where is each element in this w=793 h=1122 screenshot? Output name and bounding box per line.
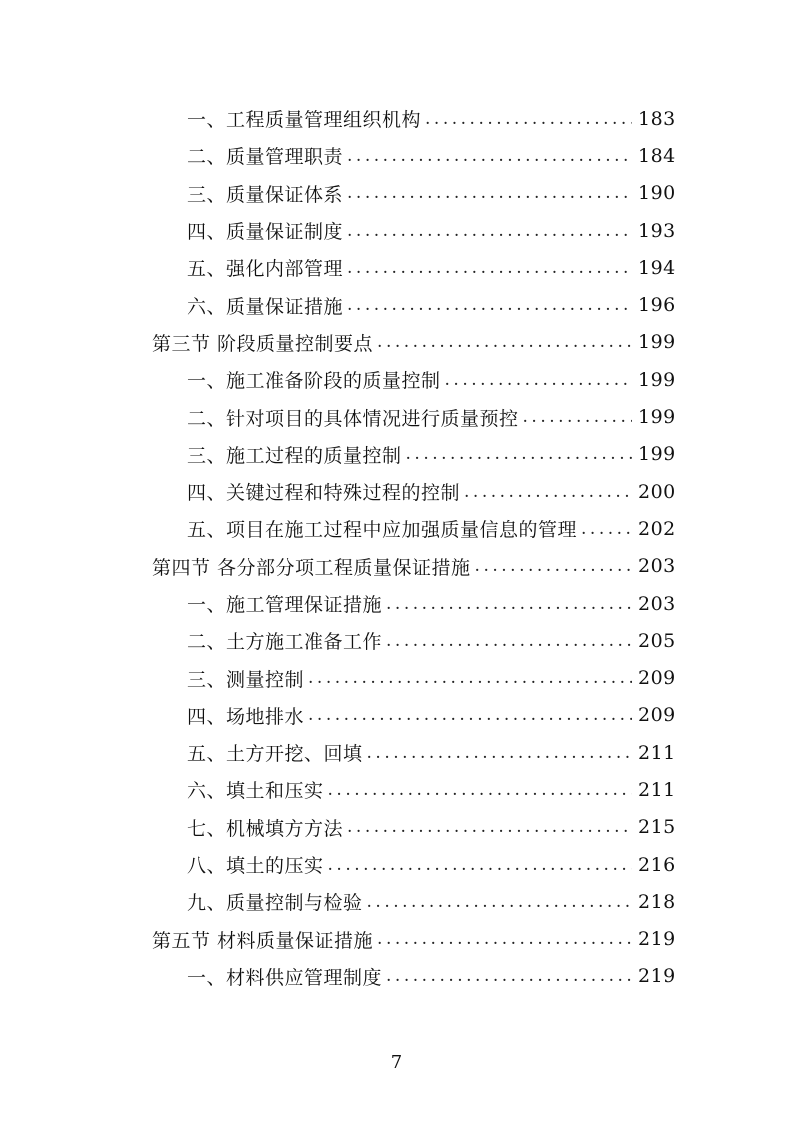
toc-entry-title: 五、土方开挖、回填 [187,743,363,766]
toc-section-entry[interactable] [0,548,793,585]
toc-entry-page: 209 [638,704,676,727]
toc-entry-page: 218 [638,890,676,913]
toc-entry-page: 183 [638,107,676,130]
toc-item-entry[interactable] [0,100,793,137]
toc-entry-title: 第三节 阶段质量控制要点 [152,332,374,355]
toc-item-entry[interactable] [0,473,793,510]
toc-entry-page: 199 [638,406,676,429]
toc-dot-leader [475,556,632,576]
toc-entry-page: 211 [638,778,676,801]
toc-entry-title: 三、质量保证体系 [187,183,344,206]
toc-item-entry[interactable] [0,212,793,249]
table-of-contents [0,100,793,995]
toc-dot-leader [386,594,632,614]
toc-dot-leader [347,146,632,166]
toc-dot-leader [523,407,632,427]
toc-section-entry[interactable] [0,324,793,361]
toc-entry-page: 203 [638,555,676,578]
toc-dot-leader [581,519,632,539]
toc-entry-page: 196 [638,294,676,317]
toc-item-entry[interactable] [0,361,793,398]
toc-entry-title: 四、场地排水 [187,705,305,728]
toc-entry-title: 一、施工管理保证措施 [187,594,383,616]
toc-entry-page: 216 [638,853,676,876]
toc-item-entry[interactable] [0,585,793,622]
toc-dot-leader [464,482,632,502]
toc-item-entry[interactable] [0,510,793,547]
toc-entry-page: 194 [638,256,676,279]
toc-item-entry[interactable] [0,137,793,174]
toc-entry-page: 211 [638,741,676,764]
toc-item-entry[interactable] [0,809,793,846]
toc-entry-title: 一、工程质量管理组织机构 [187,109,422,132]
toc-item-entry[interactable] [0,622,793,659]
toc-entry-title: 二、土方施工准备工作 [187,631,383,654]
toc-item-entry[interactable] [0,286,793,323]
toc-dot-leader [367,743,632,763]
toc-item-entry[interactable] [0,249,793,286]
toc-entry-title: 四、关键过程和特殊过程的控制 [187,482,461,505]
toc-dot-leader [347,221,632,241]
toc-entry-title: 六、填土和压实 [187,780,324,803]
toc-item-entry[interactable] [0,958,793,995]
toc-dot-leader [308,705,632,725]
toc-item-entry[interactable] [0,398,793,435]
toc-dot-leader [425,109,632,129]
toc-entry-page: 202 [638,517,676,540]
toc-entry-page: 209 [638,667,676,690]
toc-item-entry[interactable] [0,883,793,920]
toc-entry-page: 199 [638,443,676,466]
toc-section-entry[interactable] [0,921,793,958]
toc-entry-title: 三、测量控制 [187,668,305,691]
toc-entry-title: 二、针对项目的具体情况进行质量预控 [187,407,519,430]
toc-entry-title: 一、施工准备阶段的质量控制 [187,370,441,393]
toc-dot-leader [377,332,632,352]
toc-dot-leader [347,183,632,203]
toc-entry-title: 五、项目在施工过程中应加强质量信息的管理 [187,519,578,542]
toc-dot-leader [386,966,632,986]
toc-entry-title: 八、填土的压实 [187,855,324,878]
toc-dot-leader [347,295,632,315]
toc-dot-leader [386,631,632,651]
toc-entry-title: 第五节 材料质量保证措施 [152,929,374,952]
toc-item-entry[interactable] [0,436,793,473]
toc-dot-leader [377,929,632,949]
toc-entry-page: 205 [638,629,676,652]
toc-entry-page: 184 [638,144,676,167]
toc-dot-leader [328,855,632,875]
toc-entry-title: 七、机械填方方法 [187,817,344,840]
toc-entry-page: 190 [638,182,676,205]
toc-entry-title: 六、质量保证措施 [187,295,344,318]
toc-item-entry[interactable] [0,175,793,212]
toc-item-entry[interactable] [0,697,793,734]
toc-item-entry[interactable] [0,846,793,883]
toc-entry-title: 二、质量管理职责 [187,146,344,169]
toc-entry-title: 一、材料供应管理制度 [187,966,383,989]
toc-dot-leader [406,444,632,464]
toc-entry-page: 200 [638,480,676,503]
page-number: 7 [390,1052,403,1073]
toc-entry-page: 193 [638,219,676,242]
toc-entry-title: 九、质量控制与检验 [187,892,363,915]
toc-entry-title: 五、强化内部管理 [187,258,344,281]
toc-entry-page: 203 [638,592,676,615]
toc-entry-title: 三、施工过程的质量控制 [187,444,402,467]
toc-dot-leader [328,780,632,800]
toc-entry-title: 四、质量保证制度 [187,221,344,244]
toc-item-entry[interactable] [0,659,793,696]
toc-dot-leader [308,668,632,688]
toc-entry-page: 199 [638,368,676,391]
toc-item-entry[interactable] [0,734,793,771]
toc-dot-leader [347,817,632,837]
toc-entry-page: 219 [638,965,676,988]
toc-dot-leader [367,892,632,912]
toc-entry-page: 215 [638,816,676,839]
toc-entry-page: 199 [638,331,676,354]
toc-item-entry[interactable] [0,771,793,808]
toc-dot-leader [445,370,632,390]
toc-entry-page: 219 [638,928,676,951]
toc-dot-leader [347,258,632,278]
toc-entry-title: 第四节 各分部分项工程质量保证措施 [152,556,471,579]
